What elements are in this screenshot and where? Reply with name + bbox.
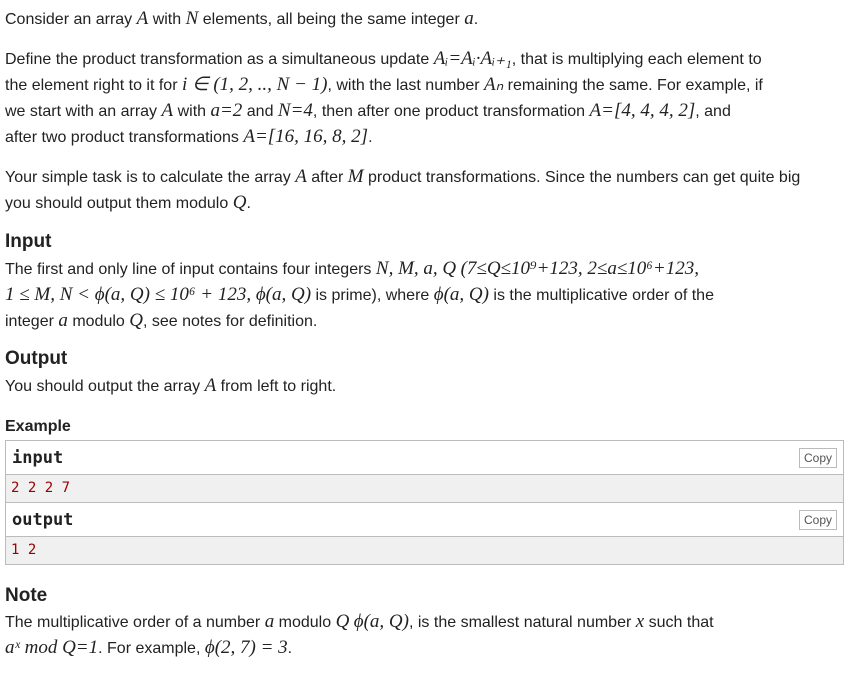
math-index-range: i ∈ (1, 2, .., N − 1) [181, 74, 328, 95]
intro-text: elements, all being the same integer [202, 11, 460, 28]
task-text: . [246, 195, 251, 212]
math-a: a [58, 310, 68, 331]
note-line: . For example, [98, 640, 201, 657]
math-Q: Q [232, 192, 247, 213]
math-A-after-two: A=[16, 16, 8, 2] [243, 126, 369, 147]
def-text: with [177, 103, 207, 120]
task-paragraph [5, 164, 843, 216]
math-Q: Q [335, 611, 350, 632]
math-A-after-one: A=[4, 4, 4, 2] [589, 100, 696, 121]
sample-input-title [6, 441, 843, 475]
math-N: N [185, 8, 199, 29]
input-text: modulo [72, 313, 125, 330]
note-line: modulo [278, 614, 332, 631]
intro-paragraph [5, 6, 843, 32]
sample-output-title [6, 503, 843, 537]
def-text: after two product transformations [5, 129, 239, 146]
copy-output-button[interactable]: Copy [799, 510, 837, 530]
def-text: the element right to it for [5, 77, 178, 94]
math-order-formula: aˣ mod Q=1 [5, 637, 99, 658]
task-text: product transformations. Since the numbers can get quite big [368, 169, 801, 186]
output-text: You should output the array [5, 378, 201, 395]
def-text: and [246, 103, 274, 120]
sample-output-label: output [12, 510, 74, 530]
math-A: A [204, 375, 217, 396]
sample-input-label: input [12, 448, 64, 468]
math-M: M [347, 166, 364, 187]
intro-text: . [473, 11, 479, 28]
math-constraints: (7≤Q≤10⁹+123, 2≤a≤10⁶+123, [460, 258, 699, 279]
note-line: , is the smallest natural number [408, 614, 632, 631]
math-a: a [264, 611, 275, 632]
input-text: The first and only line of input contains four integers [5, 261, 372, 278]
math-a: a [464, 8, 474, 29]
note-heading: Note [5, 585, 48, 606]
input-heading: Input [5, 231, 52, 252]
note-text [5, 609, 843, 661]
def-text: , then after one product transformation [312, 103, 586, 120]
def-text: we start with an array [5, 103, 158, 120]
task-text: after [311, 169, 344, 186]
math-phi-example: ϕ(2, 7) = 3 [204, 637, 288, 658]
input-text: is prime), where [315, 287, 430, 304]
def-text: , and [695, 103, 731, 120]
sample-input-content [6, 475, 843, 502]
input-text: integer [5, 313, 54, 330]
definition-paragraph [5, 46, 843, 150]
intro-text: Consider an array [5, 11, 133, 28]
math-phi: ϕ(a, Q) [353, 611, 409, 632]
sample-output-content [6, 537, 843, 564]
math-N-equals-4: N=4 [277, 100, 313, 121]
math-Q: Q [129, 310, 143, 331]
math-constraints: 1 ≤ M, N < ϕ(a, Q) ≤ 10⁶ + 123, ϕ(a, Q) [5, 284, 312, 305]
def-text: , that is multiplying each element to [511, 51, 762, 68]
example-heading: Example [5, 418, 71, 435]
output-text: from left to right. [220, 378, 337, 395]
def-text: Define the product transformation as a simultaneous update [5, 51, 430, 68]
output-heading: Output [5, 348, 68, 369]
def-text: remaining the same. For example, if [507, 77, 763, 94]
math-a-equals-2: a=2 [210, 100, 243, 121]
input-spec [5, 256, 843, 334]
math-phi: ϕ(a, Q) [433, 284, 489, 305]
input-text: , see notes for definition. [143, 313, 318, 330]
intro-text: with [152, 11, 182, 28]
task-text: Your simple task is to calculate the array [5, 169, 291, 186]
copy-input-button[interactable]: Copy [799, 448, 837, 468]
sample-input-block [5, 440, 844, 503]
math-A-N: Aₙ [484, 74, 504, 95]
math-A: A [136, 8, 149, 29]
def-text: . [368, 129, 373, 146]
math-inputs: N, M, a, Q [375, 258, 457, 279]
note-line: such that [648, 614, 714, 631]
task-text: you should output them modulo [5, 195, 229, 212]
def-text: , with the last number [327, 77, 480, 94]
input-text: is the multiplicative order of the [493, 287, 714, 304]
sample-output-block [5, 503, 844, 565]
math-A: A [161, 100, 174, 121]
output-spec [5, 373, 843, 399]
sample-input-value: 2 2 2 7 [11, 480, 71, 496]
note-line: . [287, 640, 293, 657]
math-x: x [635, 611, 645, 632]
sample-output-value: 1 2 [11, 542, 37, 558]
math-update-formula: Aᵢ=Aᵢ·Aᵢ₊₁ [433, 48, 512, 69]
math-A: A [295, 166, 307, 187]
note-line: The multiplicative order of a number [5, 614, 261, 631]
